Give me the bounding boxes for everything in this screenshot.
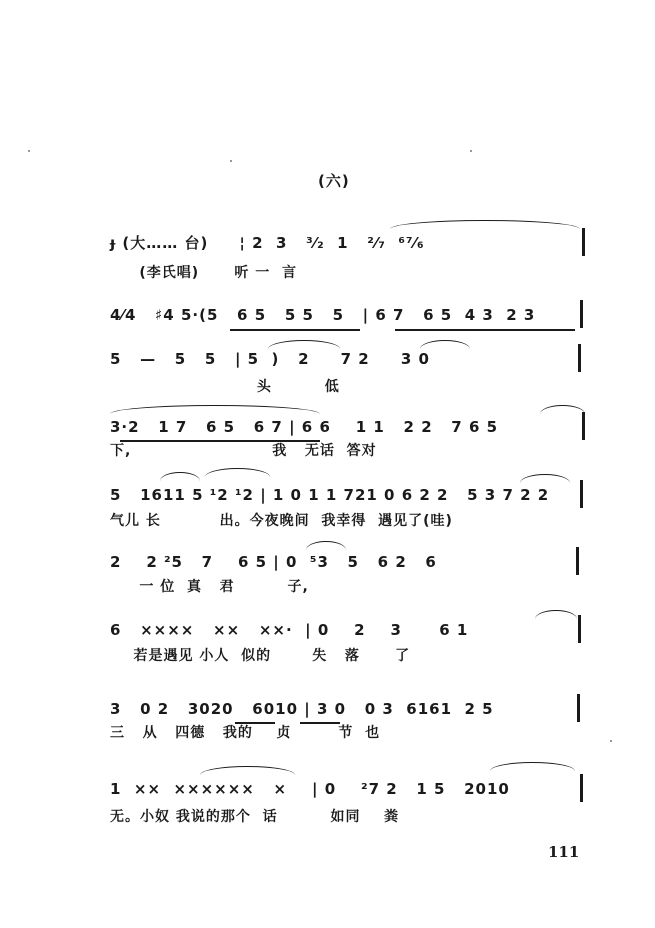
notes-line: ɟ (大…… 台) ¦ 2 3 ³⁄₂ 1 ²⁄₇ ⁶⁷⁄₆ xyxy=(110,234,425,252)
beam xyxy=(235,722,275,724)
barline xyxy=(576,547,579,575)
beam xyxy=(120,440,320,442)
scan-speck xyxy=(28,150,30,152)
slur xyxy=(110,405,320,414)
slur xyxy=(160,472,200,481)
barline xyxy=(578,344,581,372)
slur xyxy=(306,541,346,550)
slur xyxy=(490,762,575,771)
slur xyxy=(520,474,570,483)
lyrics-line: 三 从 四德 我的 贞 节 也 xyxy=(110,725,381,741)
barline xyxy=(582,228,585,256)
beam xyxy=(395,329,575,331)
notes-line: 3 0 2 3020 6010 | 3 0 0 3 6161 2 5 xyxy=(110,700,494,718)
barline xyxy=(580,774,583,802)
slur xyxy=(200,766,295,775)
lyrics-line: 若是遇见 小人 似的 失 落 了 xyxy=(110,648,411,664)
beam xyxy=(300,722,340,724)
notes-line: 5 1611 5 ¹2 ¹2 | 1 0 1 1 721 0 6 2 2 5 3 7 2 2 xyxy=(110,486,550,504)
lyrics-line: (李氏唱) 听 一 言 xyxy=(110,265,298,281)
notes-line: 6 ×××× ×× ××· | 0 2 3 6 1 xyxy=(110,621,469,639)
slur xyxy=(268,340,340,349)
lyrics-line: 一 位 真 君 子, xyxy=(110,579,309,595)
scan-speck xyxy=(230,160,232,162)
notes-line: 3·2 1 7 6 5 6 7 | 6 6 1 1 2 2 7 6 5 xyxy=(110,418,499,436)
slur xyxy=(390,220,580,229)
beam xyxy=(230,329,360,331)
section-title: (六) xyxy=(318,172,350,190)
barline xyxy=(577,694,580,722)
notes-line: 1 ×× ×××××× × | 0 ²7 2 1 5 2010 xyxy=(110,780,510,798)
barline xyxy=(578,615,581,643)
slur xyxy=(535,610,577,619)
page-number: 111 xyxy=(548,843,580,861)
lyrics-line: 头 低 xyxy=(110,379,340,395)
notes-line: 4⁄4 ♯4 5·(5 6 5 5 5 5 | 6 7 6 5 4 3 2 3 xyxy=(110,306,536,324)
lyrics-line: 气儿 长 出。今夜晚间 我幸得 遇见了(哇) xyxy=(110,513,453,529)
barline xyxy=(582,412,585,440)
scan-speck xyxy=(470,150,472,152)
barline xyxy=(580,480,583,508)
notes-line: 5 — 5 5 | 5 ) 2 7 2 3 0 xyxy=(110,350,430,368)
slur xyxy=(540,405,585,414)
lyrics-line: 下, 我 无话 答对 xyxy=(110,443,377,459)
slur xyxy=(205,468,270,477)
barline xyxy=(580,300,583,328)
notes-line: 2 2 ²5 7 6 5 | 0 ⁵3 5 6 2 6 xyxy=(110,553,437,571)
slur xyxy=(420,340,470,349)
lyrics-line: 无。小奴 我说的那个 话 如同 粪 xyxy=(110,809,399,825)
scan-speck xyxy=(610,740,612,742)
